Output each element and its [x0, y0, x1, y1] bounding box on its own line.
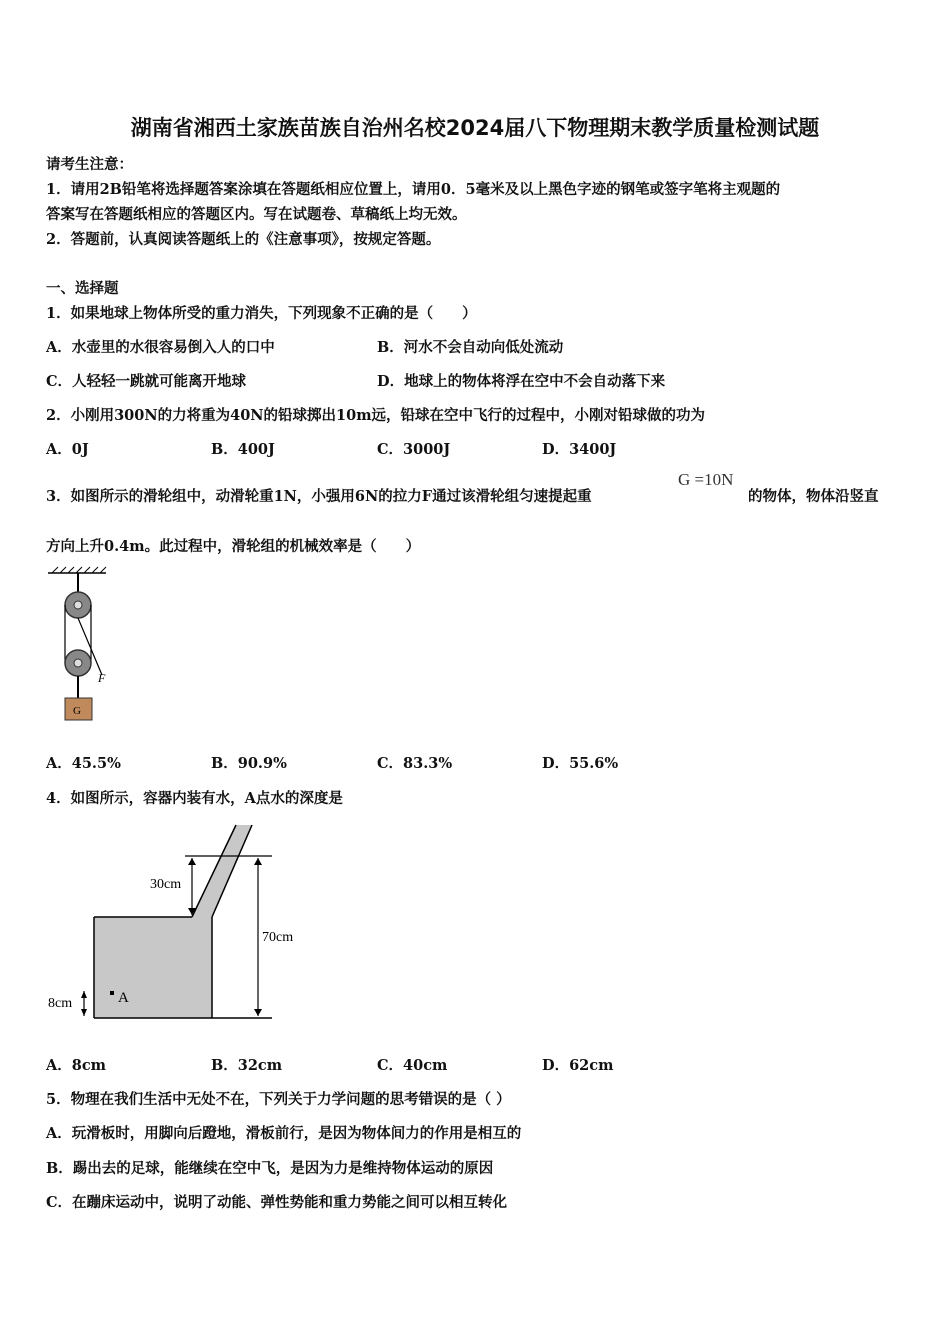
option-c: C．人轻轻一跳就可能离开地球 — [46, 373, 247, 390]
point-a-label: A — [118, 990, 129, 1006]
option-a: A．玩滑板时，用脚向后蹬地，滑板前行，是因为物体间力的作用是相互的 — [46, 1125, 522, 1142]
option-d: D．3400J — [542, 441, 617, 458]
option-a: A．水壶里的水很容易倒入人的口中 — [46, 339, 275, 356]
weight-label: G — [73, 705, 81, 717]
question-stem: 2．小刚用300N的力将重为40N的铅球掷出10m远，铅球在空中飞行的过程中，小刚对铅球做的功为 — [46, 407, 706, 424]
dim-label-70cm: 70cm — [262, 930, 294, 945]
option-a: A．8cm — [46, 1057, 107, 1074]
dim-label-8cm: 8cm — [48, 996, 73, 1011]
question-stem: 1．如果地球上物体所受的重力消失，下列现象不正确的是（ ） — [46, 305, 477, 322]
option-b: B．400J — [211, 441, 275, 458]
question-stem: 5．物理在我们生活中无处不在，下列关于力学问题的思考错误的是（ ） — [46, 1091, 511, 1108]
option-a: A．45.5% — [46, 755, 121, 772]
section-heading: 一、选择题 — [46, 280, 119, 297]
question-stem: 3．如图所示的滑轮组中，动滑轮重1N，小强用6N的拉力F通过该滑轮组匀速提起重 — [46, 488, 592, 505]
option-c: C．83.3% — [377, 755, 453, 772]
option-b: B．河水不会自动向低处流动 — [377, 339, 564, 356]
page-title: 湖南省湘西土家族苗族自治州名校2024届八下物理期末教学质量检测试题 — [130, 116, 820, 140]
dim-label-30cm: 30cm — [150, 877, 182, 892]
option-c: C．3000J — [377, 441, 451, 458]
option-d: D．62cm — [542, 1057, 614, 1074]
formula: G =10N — [678, 470, 734, 489]
notice-heading: 请考生注意： — [46, 156, 133, 173]
option-c: C．在蹦床运动中，说明了动能、弹性势能和重力势能之间可以相互转化 — [46, 1194, 508, 1211]
question-stem-cont: 方向上升0.4m。此过程中，滑轮组的机械效率是（ ） — [46, 538, 421, 555]
option-b: B．32cm — [211, 1057, 283, 1074]
force-label: F — [98, 671, 106, 685]
container-figure — [40, 815, 330, 1035]
pulley-figure — [40, 565, 130, 730]
question-stem-cont: 的物体，物体沿竖直 — [748, 488, 879, 505]
option-c: C．40cm — [377, 1057, 448, 1074]
notice-line: 2．答题前，认真阅读答题纸上的《注意事项》，按规定答题。 — [46, 231, 441, 248]
option-a: A．0J — [46, 441, 89, 458]
option-d: D．55.6% — [542, 755, 619, 772]
notice-line: 答案写在答题纸相应的答题区内。写在试题卷、草稿纸上均无效。 — [46, 206, 467, 223]
option-b: B．踢出去的足球，能继续在空中飞，是因为力是维持物体运动的原因 — [46, 1160, 494, 1177]
option-d: D．地球上的物体将浮在空中不会自动落下来 — [377, 373, 666, 390]
question-stem: 4．如图所示，容器内装有水，A点水的深度是 — [46, 790, 343, 807]
notice-line: 1．请用2B铅笔将选择题答案涂填在答题纸相应位置上，请用0．5毫米及以上黑色字迹的钢笔或签字笔将主观题的 — [46, 181, 781, 198]
option-b: B．90.9% — [211, 755, 287, 772]
